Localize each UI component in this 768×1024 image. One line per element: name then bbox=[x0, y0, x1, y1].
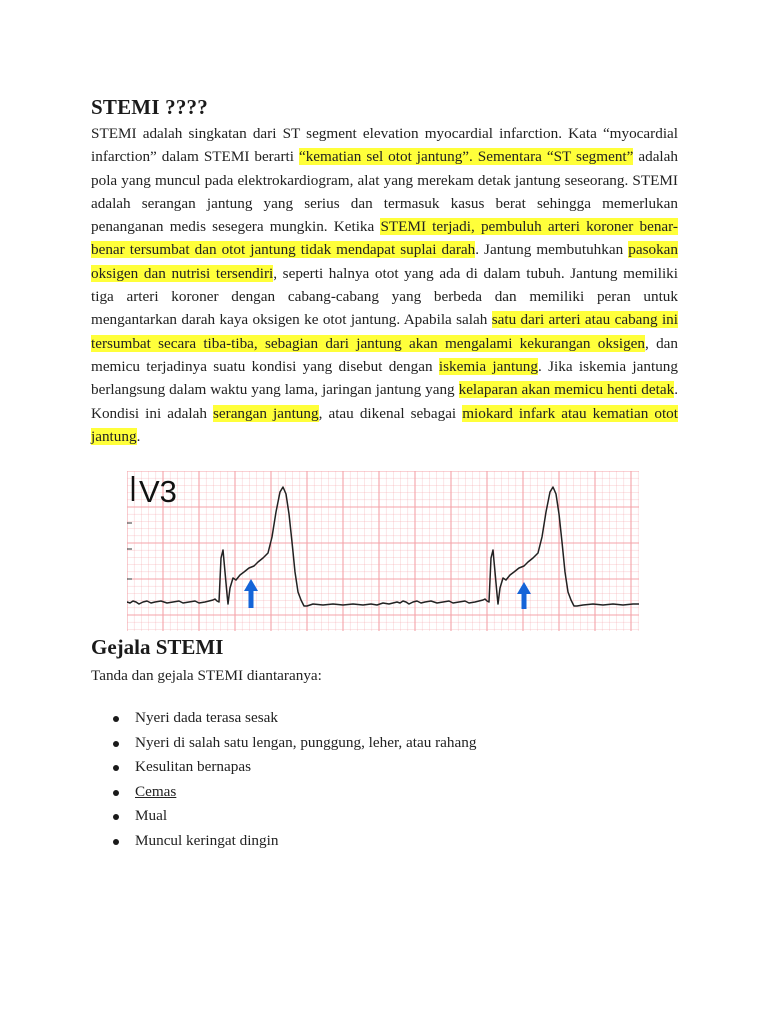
ecg-figure bbox=[127, 471, 639, 631]
symptom-link[interactable]: Cemas bbox=[135, 782, 177, 800]
highlighted-text: kelaparan akan memicu henti detak bbox=[458, 381, 675, 399]
bullet-icon bbox=[113, 716, 119, 722]
paragraph-text: STEMI adalah singkatan dari ST segment elevation myocardial infarction. Kata “myocardial infarction” dalam STEMI berarti bbox=[91, 125, 678, 166]
paragraph-text: . bbox=[136, 427, 141, 445]
lead-label: V3 bbox=[139, 474, 177, 509]
list-item bbox=[91, 706, 476, 731]
highlighted-text: “kematian sel otot jantung”. Sementara “ST segment” bbox=[298, 148, 634, 166]
list-item bbox=[91, 804, 476, 829]
page-title: STEMI ???? bbox=[91, 95, 208, 119]
list-item-text: Mual bbox=[135, 807, 168, 824]
stemi-paragraph bbox=[91, 122, 678, 448]
section-intro: Tanda dan gejala STEMI diantaranya: bbox=[91, 667, 322, 684]
highlighted-text: serangan jantung bbox=[212, 404, 319, 422]
list-item[interactable] bbox=[91, 780, 476, 805]
ecg-strip bbox=[127, 471, 639, 631]
bullet-icon bbox=[113, 839, 119, 845]
highlighted-text: pasokan oksigen dan nutrisi tersendiri bbox=[91, 241, 679, 282]
paragraph-text: , atau dikenal sebagai bbox=[318, 404, 463, 422]
bullet-icon bbox=[113, 741, 119, 747]
list-item bbox=[91, 829, 476, 854]
ecg-left-ticks bbox=[127, 523, 132, 579]
highlighted-text: miokard infark atau kematian otot jantung bbox=[91, 404, 678, 445]
paragraph-text: adalah pola yang muncul pada elektrokardiogram, alat yang merekam detak jantung seseorang. STEMI adalah serangan jantung yang serius dan termasuk kasus berat sehingga memerlukan penanganan medis sesegera mungkin. Ketika bbox=[91, 148, 678, 236]
bullet-icon bbox=[113, 765, 119, 771]
bullet-icon bbox=[113, 814, 119, 820]
list-item bbox=[91, 755, 476, 780]
list-item bbox=[91, 731, 476, 756]
symptom-list bbox=[91, 706, 476, 853]
section-title: Gejala STEMI bbox=[91, 635, 224, 659]
list-item-text: Muncul keringat dingin bbox=[135, 831, 279, 849]
paragraph-text: , seperti halnya otot yang ada di dalam tubuh. Jantung memiliki tiga arteri koroner dengan cabang-cabang yang berbeda dan memiliki peran untuk mengantarkan darah kaya oksigen ke otot jantung. Apabila salah bbox=[91, 264, 678, 329]
highlighted-text: STEMI terjadi, pembuluh arteri koroner benar-benar tersumbat dan otot jantung tidak mendapat suplai darah bbox=[91, 218, 678, 259]
paragraph-text: , dan memicu terjadinya suatu kondisi yang disebut dengan bbox=[91, 334, 678, 375]
highlighted-text: satu dari arteri atau cabang ini tersumbat secara tiba-tiba, sebagian dari jantung akan mengalami kekurangan oksigen bbox=[91, 311, 678, 352]
list-item-text: Nyeri di salah satu lengan, punggung, leher, atau rahang bbox=[135, 733, 477, 751]
highlighted-text: iskemia jantung bbox=[438, 357, 538, 375]
paragraph-text: . Kondisi ini adalah bbox=[91, 381, 678, 422]
paragraph-text: . Jika iskemia jantung berlangsung dalam waktu yang lama, jaringan jantung yang bbox=[91, 357, 678, 399]
list-item-text: Nyeri dada terasa sesak bbox=[135, 709, 278, 726]
list-item-text: Kesulitan bernapas bbox=[135, 758, 251, 775]
bullet-icon bbox=[113, 790, 119, 796]
paragraph-text: . Jantung membutuhkan bbox=[475, 241, 629, 259]
ecg-trace bbox=[127, 487, 639, 606]
